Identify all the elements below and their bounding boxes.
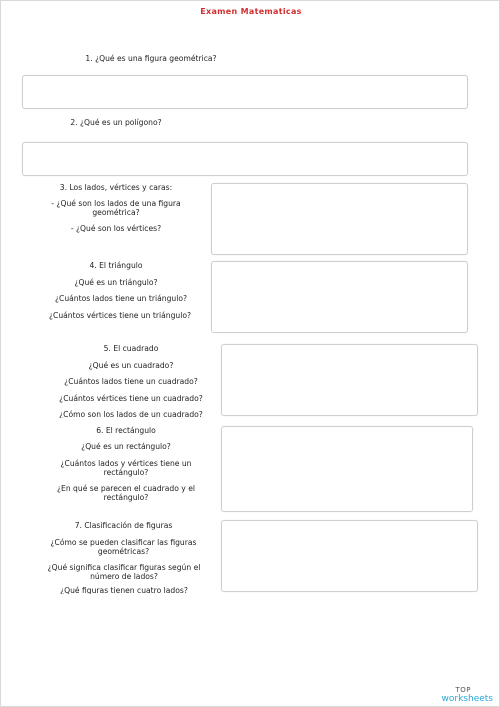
question-5b: ¿Cuántos lados tiene un cuadrado? [64,377,198,386]
question-6c: ¿En qué se parecen el cuadrado y el rectángulo? [57,484,195,502]
answer-box-3[interactable] [211,183,468,255]
answer-box-7[interactable] [221,520,478,592]
logo-top-text: TOP [455,686,471,694]
question-5d: ¿Cómo son los lados de un cuadrado? [59,410,203,418]
question-3a: - ¿Qué son los lados de una figura geométrica? [51,199,181,217]
question-2: 2. ¿Qué es un polígono? [70,118,162,127]
question-6-title: 6. El rectángulo [96,426,156,435]
answer-box-1[interactable] [22,75,468,109]
answer-box-4[interactable] [211,261,468,333]
question-6a: ¿Qué es un rectángulo? [81,442,171,451]
question-7c-clip [39,586,209,594]
question-3b: - ¿Qué son los vértices? [70,224,162,233]
question-5d-clip [41,410,221,418]
question-7c: ¿Qué figuras tienen cuatro lados? [60,586,188,594]
answer-box-6[interactable] [221,426,473,512]
question-6b: ¿Cuántos lados y vértices tiene un rectángulo? [60,459,192,477]
question-1: 1. ¿Qué es una figura geométrica? [85,54,217,63]
logo-worksheets-text: worksheets [441,694,493,704]
question-3-title: 3. Los lados, vértices y caras: [59,183,173,192]
question-4b: ¿Cuántos lados tiene un triángulo? [55,294,187,303]
question-5c: ¿Cuántos vértices tiene un cuadrado? [59,394,203,403]
question-5-title: 5. El cuadrado [103,344,159,353]
question-5a: ¿Qué es un cuadrado? [88,361,174,370]
answer-box-5[interactable] [221,344,478,416]
question-4a: ¿Qué es un triángulo? [74,278,158,287]
question-4c: ¿Cuántos vértices tiene un triángulo? [49,311,191,320]
question-4-title: 4. El triángulo [89,261,143,270]
question-7-title: 7. Clasificación de figuras [74,521,173,530]
question-7b: ¿Qué significa clasificar figuras según el número de lados? [47,563,201,581]
question-7a: ¿Cómo se pueden clasificar las figuras geométricas? [50,538,197,556]
answer-box-2[interactable] [22,142,468,176]
page-title: Examen Matematicas [200,7,302,16]
